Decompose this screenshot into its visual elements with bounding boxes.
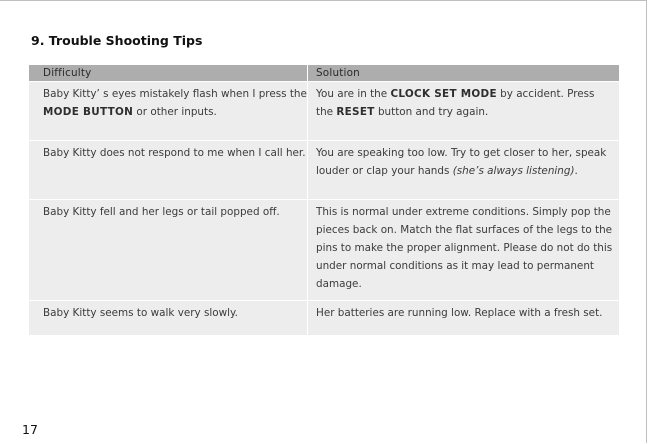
solution-text-end: . xyxy=(574,165,578,177)
solution-cell: This is normal under extreme conditions. Simply pop the pieces back on. Match the flat surfaces of the legs to the pins to make the proper alignment. Please do not do this under normal conditions as it may lead to permanent damage. xyxy=(316,206,613,290)
solution-text-end: button and try again. xyxy=(374,106,489,118)
table-row xyxy=(29,82,619,141)
page-number: 17 xyxy=(22,422,38,437)
difficulty-cell: Baby Kitty seems to walk very slowly. xyxy=(29,301,308,335)
table-row xyxy=(29,141,619,200)
clock-set-mode-term: CLOCK SET MODE xyxy=(390,88,497,100)
section-title: 9. Trouble Shooting Tips xyxy=(31,33,203,48)
solution-cell xyxy=(308,82,619,140)
table-row xyxy=(29,200,619,301)
solution-cell: Her batteries are running low. Replace with a fresh set. xyxy=(316,307,603,319)
solution-italic-note: (she’s always listening) xyxy=(452,165,575,177)
difficulty-text: Baby Kitty’ s eyes mistakely flash when I press the xyxy=(43,88,307,100)
table-row xyxy=(29,301,619,336)
solution-text-middle: by accident. Press the xyxy=(316,88,595,118)
difficulty-text-end: or other inputs. xyxy=(133,106,217,118)
solution-text: You are in the xyxy=(316,88,391,100)
header-solution: Solution xyxy=(316,67,360,79)
mode-button-term: MODE BUTTON xyxy=(43,106,134,118)
solution-cell xyxy=(308,141,619,199)
table-header-row xyxy=(29,65,619,82)
difficulty-cell xyxy=(29,82,308,140)
difficulty-cell: Baby Kitty does not respond to me when I call her. xyxy=(29,141,308,199)
trouble-shooting-table xyxy=(29,65,619,336)
header-difficulty: Difficulty xyxy=(29,65,308,81)
solution-text: You are speaking too low. Try to get closer to her, speak louder or clap your hands xyxy=(316,147,607,177)
reset-term: RESET xyxy=(336,106,375,118)
difficulty-cell: Baby Kitty fell and her legs or tail popped off. xyxy=(29,200,308,300)
